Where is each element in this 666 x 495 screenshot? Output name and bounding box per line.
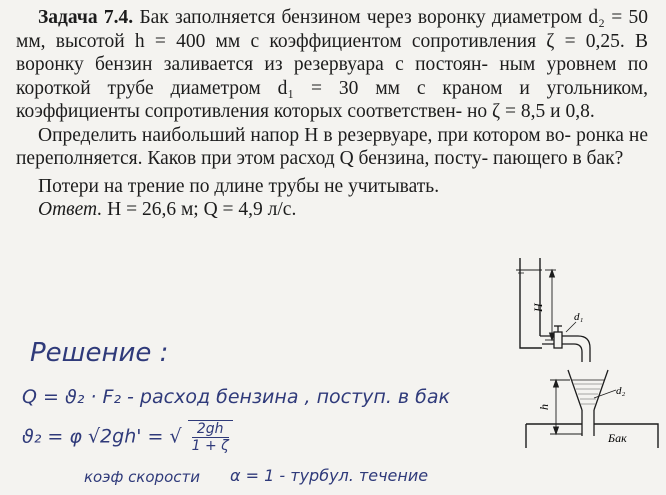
p1-line-1: Бак заполняется бензином через воронку диаметром: [139, 7, 583, 28]
handwritten-line-3b: α = 1 - турбул. течение: [230, 466, 429, 485]
problem-paragraph-3: [16, 175, 506, 199]
line2-numerator: 2gh: [192, 421, 229, 438]
p1-line-4: ным уровнем по короткой трубе диаметром d₁ = 30 мм с краном и: [16, 54, 649, 99]
handwritten-line-2: [22, 420, 233, 454]
p2-line-2: ронка не переполняется. Каков при этом расход Q бензина, посту-: [16, 124, 649, 169]
handwritten-title: Решение :: [30, 338, 169, 368]
label-d2: d₂: [616, 385, 626, 397]
label-tank: Бак: [608, 431, 627, 445]
p1-line-3: ζ = 0,25. В воронку бензин заливается из резервуара с постоян-: [16, 30, 649, 75]
tank-funnel-figure: [490, 248, 660, 448]
label-d1: d₁: [574, 311, 584, 323]
problem-paragraph-1: [16, 6, 648, 124]
p3-text: Потери на трение по длине трубы не учитывать.: [38, 175, 440, 197]
funnel: [568, 370, 608, 436]
label-H: H: [531, 303, 545, 312]
dimension-H: [545, 270, 556, 340]
problem-heading: Задача 7.4.: [38, 7, 134, 28]
line2-left: ϑ₂ = φ √2gh' = √: [22, 425, 182, 448]
label-h: h: [537, 404, 551, 410]
line2-denominator: 1 + ζ: [191, 438, 229, 454]
d1-leader: [566, 322, 576, 332]
answer-line: [16, 198, 506, 222]
reservoir: [516, 258, 542, 348]
dimension-h: [550, 380, 582, 434]
handwritten-line-3a: коэф скорости: [84, 468, 200, 486]
handwritten-line-1: Q = ϑ₂ · F₂ - расход бензина , поступ. в бак: [22, 386, 450, 408]
tank: [526, 424, 658, 448]
answer-value: H = 26,6 м; Q = 4,9 л/с.: [107, 199, 297, 220]
p2-line-3: пающего в бак?: [493, 148, 624, 169]
p1-line-2: d₂ = 50 мм, высотой h = 400 мм с коэффициентом сопротивления: [16, 7, 649, 52]
p2-line-1: Определить наибольший напор H в резервуаре, при котором во-: [38, 124, 571, 146]
pipe: [540, 326, 590, 362]
problem-paragraph-2: [16, 124, 648, 171]
answer-label: Ответ.: [38, 199, 103, 220]
line2-fraction: [188, 420, 233, 454]
p1-line-5: угольником, коэффициенты сопротивления которых соответствен-: [16, 77, 648, 122]
p1-line-6: но ζ = 8,5 и 0,8.: [467, 101, 595, 122]
problem-text: [16, 6, 650, 222]
